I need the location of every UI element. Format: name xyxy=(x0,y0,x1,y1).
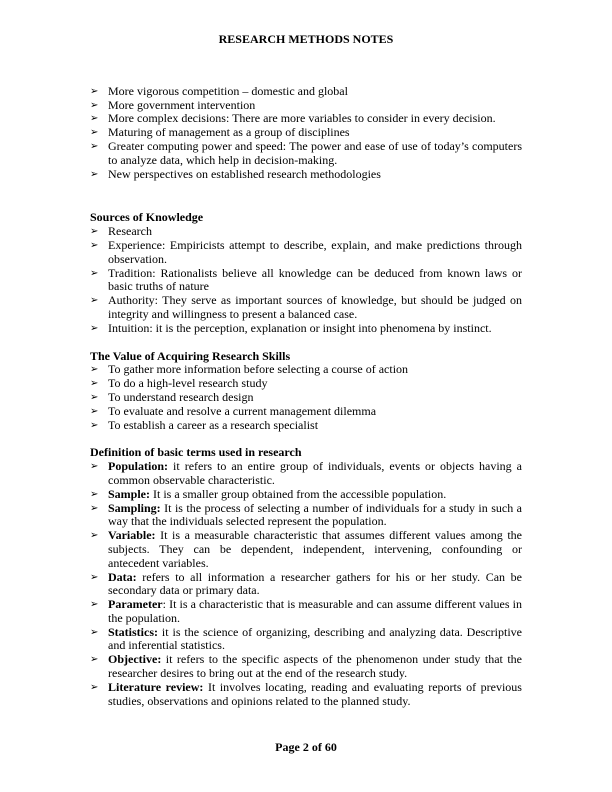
section-heading: Sources of Knowledge xyxy=(90,210,204,225)
item-text xyxy=(108,139,522,167)
item-text xyxy=(108,362,408,376)
item-body: Research xyxy=(108,224,152,239)
list-item xyxy=(90,294,522,322)
item-text xyxy=(108,487,446,501)
item-body: it refers to the specific aspects of the phenomenon under study that the researcher desires to bring out at the end of the research study. xyxy=(108,652,522,681)
item-text xyxy=(108,167,381,181)
arrow-bullet-icon: ➢ xyxy=(90,295,99,307)
item-body: Greater computing power and speed: The power and ease of use of today’s computers to analyze data, which help in decision-making. xyxy=(108,138,522,167)
bullet-list xyxy=(90,363,522,432)
item-text xyxy=(108,224,152,238)
arrow-bullet-icon: ➢ xyxy=(90,239,99,251)
item-text xyxy=(108,98,255,112)
item-term: Sample: xyxy=(108,486,150,501)
page-footer: Page 2 of 60 xyxy=(275,740,337,754)
section-heading: Definition of basic terms used in research xyxy=(90,445,302,460)
arrow-bullet-icon: ➢ xyxy=(90,226,99,238)
item-body: Intuition: it is the perception, explanation or insight into phenomena by instinct. xyxy=(108,320,492,335)
item-body: Maturing of management as a group of disciplines xyxy=(108,125,350,140)
item-body: : It is a characteristic that is measurable and can assume different values in the population. xyxy=(108,597,522,625)
list-item xyxy=(90,239,522,267)
item-body: It is a measurable characteristic that assumes different values among the subjects. They can be dependent, independent, intervening, confounding or antecedent variables. xyxy=(108,528,522,570)
item-body: It is the process of selecting a number of individuals for a study in such a way that the individuals selected represent the population. xyxy=(108,500,522,529)
item-term: Sampling: xyxy=(108,500,161,515)
arrow-bullet-icon: ➢ xyxy=(90,461,99,473)
list-item xyxy=(90,363,522,377)
arrow-bullet-icon: ➢ xyxy=(90,99,99,111)
list-item xyxy=(90,598,522,626)
item-text xyxy=(108,570,522,598)
item-text xyxy=(108,680,522,708)
list-item xyxy=(90,653,522,681)
item-text xyxy=(108,597,522,625)
list-item xyxy=(90,322,522,336)
list-item xyxy=(90,168,522,182)
item-text xyxy=(108,293,522,321)
item-text xyxy=(108,652,522,680)
item-text xyxy=(108,528,522,570)
section xyxy=(90,211,522,335)
arrow-bullet-icon: ➢ xyxy=(90,530,99,542)
arrow-bullet-icon: ➢ xyxy=(90,391,99,403)
arrow-bullet-icon: ➢ xyxy=(90,419,99,431)
item-text xyxy=(108,238,522,266)
section xyxy=(90,85,522,182)
list-item xyxy=(90,140,522,168)
item-term: Objective: xyxy=(108,652,162,667)
item-text xyxy=(108,111,496,125)
item-body: It involves locating, reading and evaluating reports of previous studies, observations and opinions related to the planned study. xyxy=(108,679,522,708)
item-text xyxy=(108,266,522,294)
item-text xyxy=(108,390,253,404)
bullet-list xyxy=(90,460,522,708)
section xyxy=(90,446,522,708)
list-item xyxy=(90,419,522,433)
item-term: Statistics: xyxy=(108,624,158,639)
arrow-bullet-icon: ➢ xyxy=(90,85,99,97)
arrow-bullet-icon: ➢ xyxy=(90,113,99,125)
item-body: More government intervention xyxy=(108,97,256,112)
section xyxy=(90,350,522,433)
list-item xyxy=(90,488,522,502)
arrow-bullet-icon: ➢ xyxy=(90,168,99,180)
item-body: refers to all information a researcher gathers for his or her study. Can be secondary data or primary data. xyxy=(108,569,522,598)
item-text xyxy=(108,404,376,418)
list-item xyxy=(90,377,522,391)
arrow-bullet-icon: ➢ xyxy=(90,364,99,376)
list-item xyxy=(90,99,522,113)
item-body: Tradition: Rationalists believe all knowledge can be deduced from known laws or basic truths of nature xyxy=(108,265,522,294)
item-term: Literature review: xyxy=(108,679,204,694)
item-body: To evaluate and resolve a current management dilemma xyxy=(108,403,377,418)
arrow-bullet-icon: ➢ xyxy=(90,571,99,583)
sections xyxy=(90,85,522,709)
item-body: It is a smaller group obtained from the accessible population. xyxy=(150,486,447,501)
item-body: More vigorous competition – domestic and global xyxy=(108,83,348,98)
item-body: To gather more information before selecting a course of action xyxy=(108,362,409,377)
arrow-bullet-icon: ➢ xyxy=(90,322,99,334)
item-body: New perspectives on established research methodologies xyxy=(108,166,381,181)
list-item xyxy=(90,267,522,295)
item-text xyxy=(108,459,522,487)
section-heading: The Value of Acquiring Research Skills xyxy=(90,348,291,363)
arrow-bullet-icon: ➢ xyxy=(90,127,99,139)
page-title: RESEARCH METHODS NOTES xyxy=(218,32,394,46)
arrow-bullet-icon: ➢ xyxy=(90,488,99,500)
item-term: Variable: xyxy=(108,528,156,543)
arrow-bullet-icon: ➢ xyxy=(90,599,99,611)
arrow-bullet-icon: ➢ xyxy=(90,378,99,390)
item-body: Experience: Empiricists attempt to describe, explain, and make predictions through observation. xyxy=(108,237,522,266)
item-body: To understand research design xyxy=(108,389,254,404)
arrow-bullet-icon: ➢ xyxy=(90,140,99,152)
list-item xyxy=(90,681,522,709)
item-body: To establish a career as a research specialist xyxy=(108,417,319,432)
arrow-bullet-icon: ➢ xyxy=(90,681,99,693)
item-body: it is the science of organizing, describing and analyzing data. Descriptive and inferential statistics. xyxy=(108,624,522,653)
list-item xyxy=(90,502,522,530)
item-body: Authority: They serve as important sources of knowledge, but should be judged on integrity and willingness to present a balanced case. xyxy=(108,293,522,321)
arrow-bullet-icon: ➢ xyxy=(90,267,99,279)
list-item xyxy=(90,405,522,419)
item-text xyxy=(108,84,348,98)
item-body: it refers to an entire group of individuals, events or objects having a common observable characteristic. xyxy=(108,459,522,487)
arrow-bullet-icon: ➢ xyxy=(90,654,99,666)
bullet-list xyxy=(90,85,522,182)
list-item xyxy=(90,112,522,126)
list-item xyxy=(90,85,522,99)
list-item xyxy=(90,460,522,488)
item-text xyxy=(108,501,522,529)
list-item xyxy=(90,126,522,140)
item-text xyxy=(108,418,318,432)
list-item xyxy=(90,571,522,599)
item-term: Population: xyxy=(108,459,169,474)
item-text xyxy=(108,125,350,139)
arrow-bullet-icon: ➢ xyxy=(90,405,99,417)
list-item xyxy=(90,626,522,654)
bullet-list xyxy=(90,225,522,335)
item-term: Data: xyxy=(108,569,137,584)
list-item xyxy=(90,391,522,405)
item-body: More complex decisions: There are more variables to consider in every decision. xyxy=(108,111,496,126)
item-text xyxy=(108,376,267,390)
item-term: Parameter xyxy=(108,597,163,612)
item-text xyxy=(108,625,522,653)
item-body: To do a high-level research study xyxy=(108,376,268,391)
list-item xyxy=(90,225,522,239)
item-text xyxy=(108,321,492,335)
arrow-bullet-icon: ➢ xyxy=(90,502,99,514)
list-item xyxy=(90,529,522,570)
arrow-bullet-icon: ➢ xyxy=(90,626,99,638)
